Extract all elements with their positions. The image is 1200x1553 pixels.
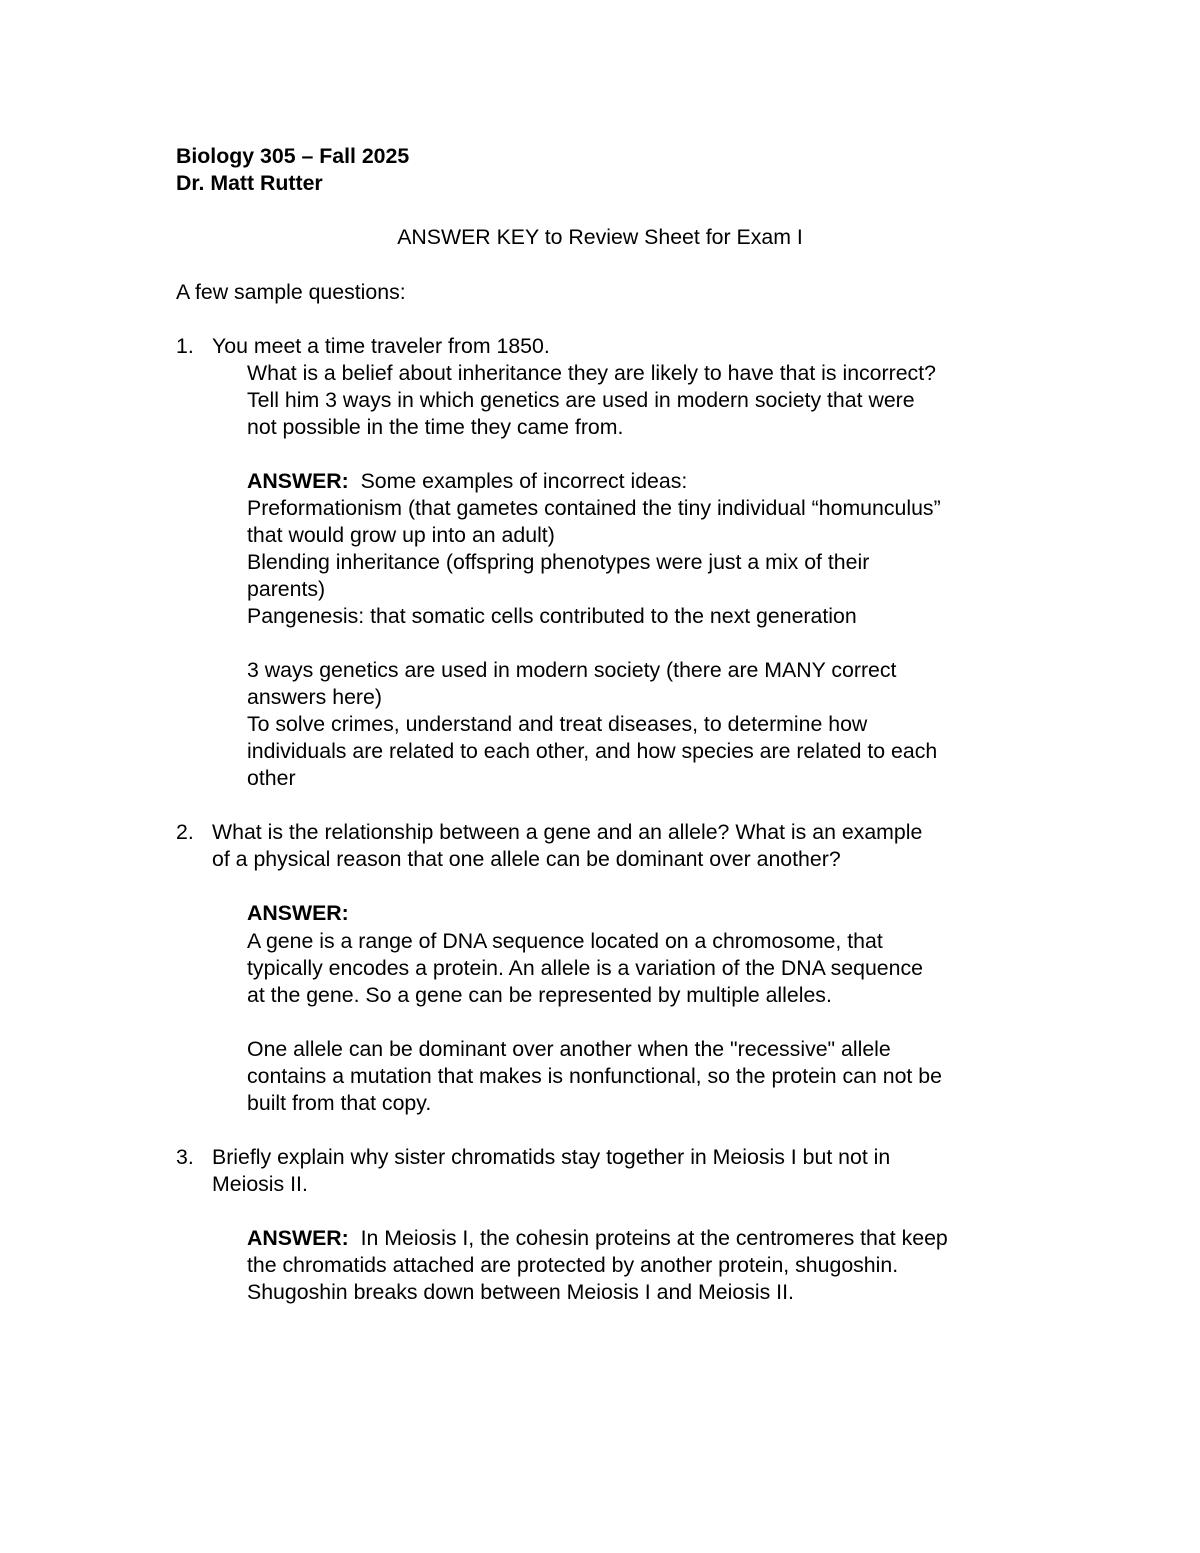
answer-label: ANSWER:: [247, 901, 349, 925]
question-2-answer-line: A gene is a range of DNA sequence located on a chromosome, that: [247, 929, 883, 953]
question-2-answer-line: at the gene. So a gene can be represented by multiple alleles.: [247, 983, 832, 1007]
question-1-answer-line: parents): [247, 577, 326, 601]
question-1-answer-line: that would grow up into an adult): [247, 523, 555, 547]
answer-text: Some examples of incorrect ideas:: [360, 469, 688, 493]
question-1-answer-line: Blending inheritance (offspring phenotypes were just a mix of their: [247, 550, 870, 574]
question-3-prompt-line: Meiosis II.: [212, 1172, 308, 1196]
intro-text: A few sample questions:: [176, 280, 406, 304]
question-2-answer2-line: contains a mutation that makes is nonfunctional, so the protein can not be: [247, 1064, 942, 1088]
question-3-answer-line: Shugoshin breaks down between Meiosis I and Meiosis II.: [247, 1280, 794, 1304]
question-3-answer-line: the chromatids attached are protected by another protein, shugoshin.: [247, 1253, 899, 1277]
question-1-number: 1.: [176, 334, 194, 358]
question-1-prompt: You meet a time traveler from 1850.: [212, 334, 550, 358]
question-1-subline: not possible in the time they came from.: [247, 415, 624, 439]
answer-label: ANSWER:: [247, 469, 349, 493]
question-2-prompt-line: What is the relationship between a gene and an allele? What is an example: [212, 820, 923, 844]
question-1-answer-first-line: [247, 468, 687, 495]
question-1-answer-line: Pangenesis: that somatic cells contributed to the next generation: [247, 604, 857, 628]
instructor-name: Dr. Matt Rutter: [176, 171, 323, 195]
question-3-number: 3.: [176, 1145, 194, 1169]
document-title: ANSWER KEY to Review Sheet for Exam I: [397, 225, 803, 249]
question-3-answer-first-line: [247, 1225, 948, 1252]
question-2-answer2-line: built from that copy.: [247, 1091, 432, 1115]
question-2-number: 2.: [176, 820, 194, 844]
question-2-prompt-line: of a physical reason that one allele can be dominant over another?: [212, 847, 841, 871]
question-2-answer-line: typically encodes a protein. An allele is a variation of the DNA sequence: [247, 956, 923, 980]
question-2-answer2-line: One allele can be dominant over another when the "recessive" allele: [247, 1037, 891, 1061]
question-1-answer2-line: individuals are related to each other, and how species are related to each: [247, 739, 938, 763]
question-3-prompt-line: Briefly explain why sister chromatids stay together in Meiosis I but not in: [212, 1145, 891, 1169]
question-1-answer2-line: answers here): [247, 685, 382, 709]
answer-label: ANSWER:: [247, 1226, 349, 1250]
question-1-answer2-line: To solve crimes, understand and treat diseases, to determine how: [247, 712, 868, 736]
course-title: Biology 305 – Fall 2025: [176, 144, 410, 168]
question-1-answer2-line: 3 ways genetics are used in modern society (there are MANY correct: [247, 658, 897, 682]
question-1-subline: What is a belief about inheritance they are likely to have that is incorrect?: [247, 361, 936, 385]
question-1-answer-line: Preformationism (that gametes contained the tiny individual “homunculus”: [247, 496, 941, 520]
question-1-answer2-line: other: [247, 766, 296, 790]
answer-text: In Meiosis I, the cohesin proteins at the centromeres that keep: [360, 1226, 948, 1250]
question-1-subline: Tell him 3 ways in which genetics are used in modern society that were: [247, 388, 915, 412]
